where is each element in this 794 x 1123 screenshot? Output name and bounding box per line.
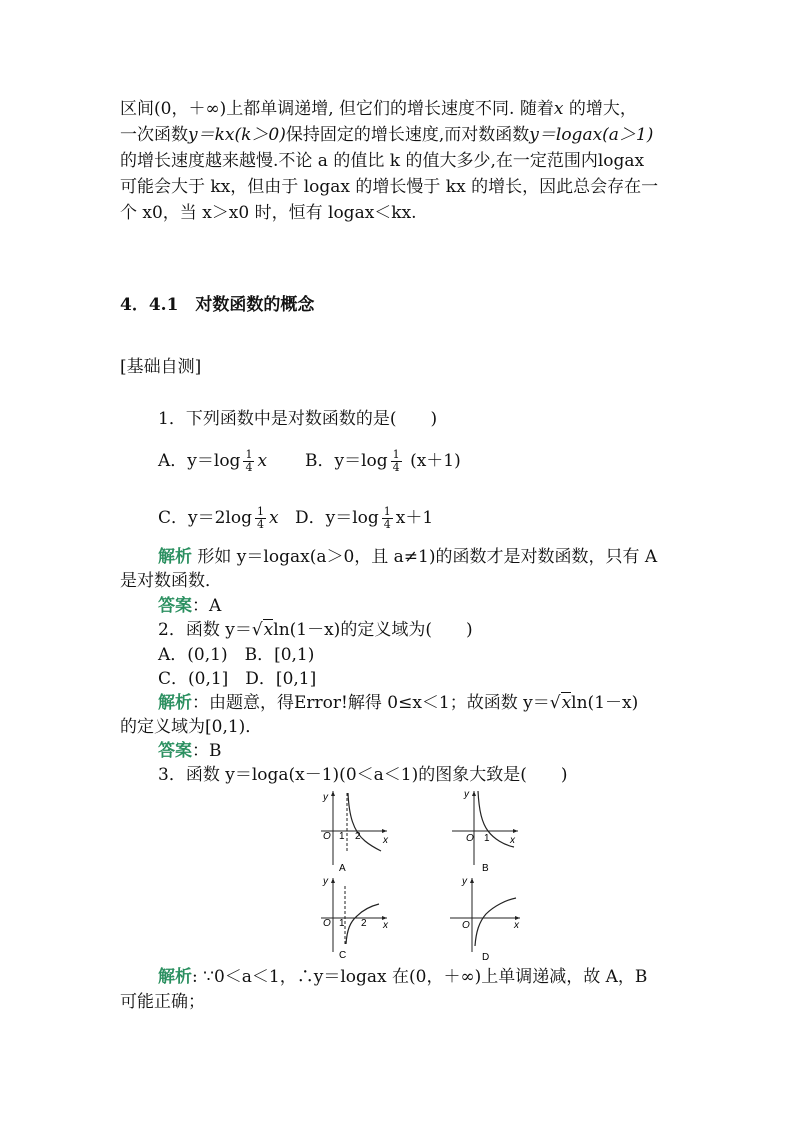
fraction: $\frac{1}{4}$: [392, 448, 400, 474]
q2-analysis: 解析：由题意，得Error!解得 0≤x＜1；故函数 y＝√xln(1－x): [158, 693, 639, 713]
intro-line-1: 区间(0，＋∞)上都单调递增, 但它们的增长速度不同. 随着x 的增大，: [120, 99, 637, 119]
q1-option-b: B．y＝log $\frac{1}{4}$ (x＋1): [305, 448, 461, 474]
graph-label-b: B: [482, 863, 489, 874]
q1-option-a: A．y＝log $\frac{1}{4}$ x: [158, 448, 268, 474]
q2-answer: 答案：B: [158, 741, 222, 761]
graph-d: [448, 872, 528, 962]
axis-y-label: y: [323, 876, 328, 887]
axis-x-label: x: [514, 920, 519, 931]
axis-x-label: x: [510, 835, 515, 846]
q1-answer: 答案：A: [158, 596, 222, 616]
origin-label: O: [462, 920, 470, 931]
axis-x-label: x: [383, 835, 388, 846]
origin-label: O: [323, 918, 331, 929]
intro-line-4: 可能会大于 kx，但由于 logax 的增长慢于 kx 的增长，因此总会存在一: [120, 177, 659, 197]
tick-2: 2: [355, 831, 361, 842]
intro-line-2: 一次函数y＝kx(k＞0)保持固定的增长速度,而对数函数y＝logax(a＞1): [120, 125, 654, 145]
q1-analysis: 解析 形如 y＝logax(a＞0，且 a≠1)的函数才是对数函数，只有 A: [158, 547, 658, 567]
q3-stem: 3．函数 y＝loga(x－1)(0＜a＜1)的图象大致是( ): [158, 765, 568, 785]
graph-b: [448, 785, 528, 875]
q2-stem: 2．函数 y＝√xln(1－x)的定义域为( ): [158, 620, 473, 640]
subsection-title: [基础自测]: [120, 357, 202, 377]
q1-stem: 1．下列函数中是对数函数的是( ): [158, 409, 438, 429]
graph-label-c: C: [339, 950, 347, 961]
q2-analysis-cont: 的定义域为[0,1)．: [120, 717, 263, 737]
axis-y-label: y: [462, 876, 467, 887]
axis-y-label: y: [323, 792, 328, 803]
q2-options-1: A．(0,1) B．[0,1): [158, 645, 315, 665]
q1-option-d: D．y＝log $\frac{1}{4}$ x＋1: [295, 505, 434, 531]
tick-2: 2: [361, 918, 367, 929]
tick-1: 1: [339, 918, 345, 929]
axis-y-label: y: [464, 789, 469, 800]
fraction: $\frac{1}{4}$: [383, 505, 391, 531]
graph-c: [315, 872, 395, 962]
fraction: $\frac{1}{4}$: [245, 448, 253, 474]
q1-option-c: C．y＝2log $\frac{1}{4}$ x: [158, 505, 279, 531]
graph-label-a: A: [339, 863, 346, 874]
q2-options-2: C．(0,1] D．[0,1]: [158, 669, 317, 689]
q1-analysis-cont: 是对数函数．: [120, 571, 222, 591]
intro-line-3: 的增长速度越来越慢.不论 a 的值比 k 的值大多少,在一定范围内logax: [120, 151, 645, 171]
tick-1: 1: [339, 831, 345, 842]
origin-label: O: [466, 833, 474, 844]
q3-analysis: 解析: ∵0＜a＜1，∴y＝logax 在(0，＋∞)上单调递减，故 A，B: [158, 967, 648, 987]
origin-label: O: [323, 831, 331, 842]
graph-a: [315, 785, 395, 875]
graph-label-d: D: [482, 952, 490, 962]
tick-1: 1: [484, 833, 490, 844]
section-title: 4．4.1 对数函数的概念: [120, 295, 315, 315]
fraction: $\frac{1}{4}$: [256, 505, 264, 531]
axis-x-label: x: [383, 920, 388, 931]
intro-line-5: 个 x0，当 x＞x0 时，恒有 logax＜kx.: [120, 203, 417, 223]
q3-analysis-cont: 可能正确；: [120, 992, 205, 1012]
